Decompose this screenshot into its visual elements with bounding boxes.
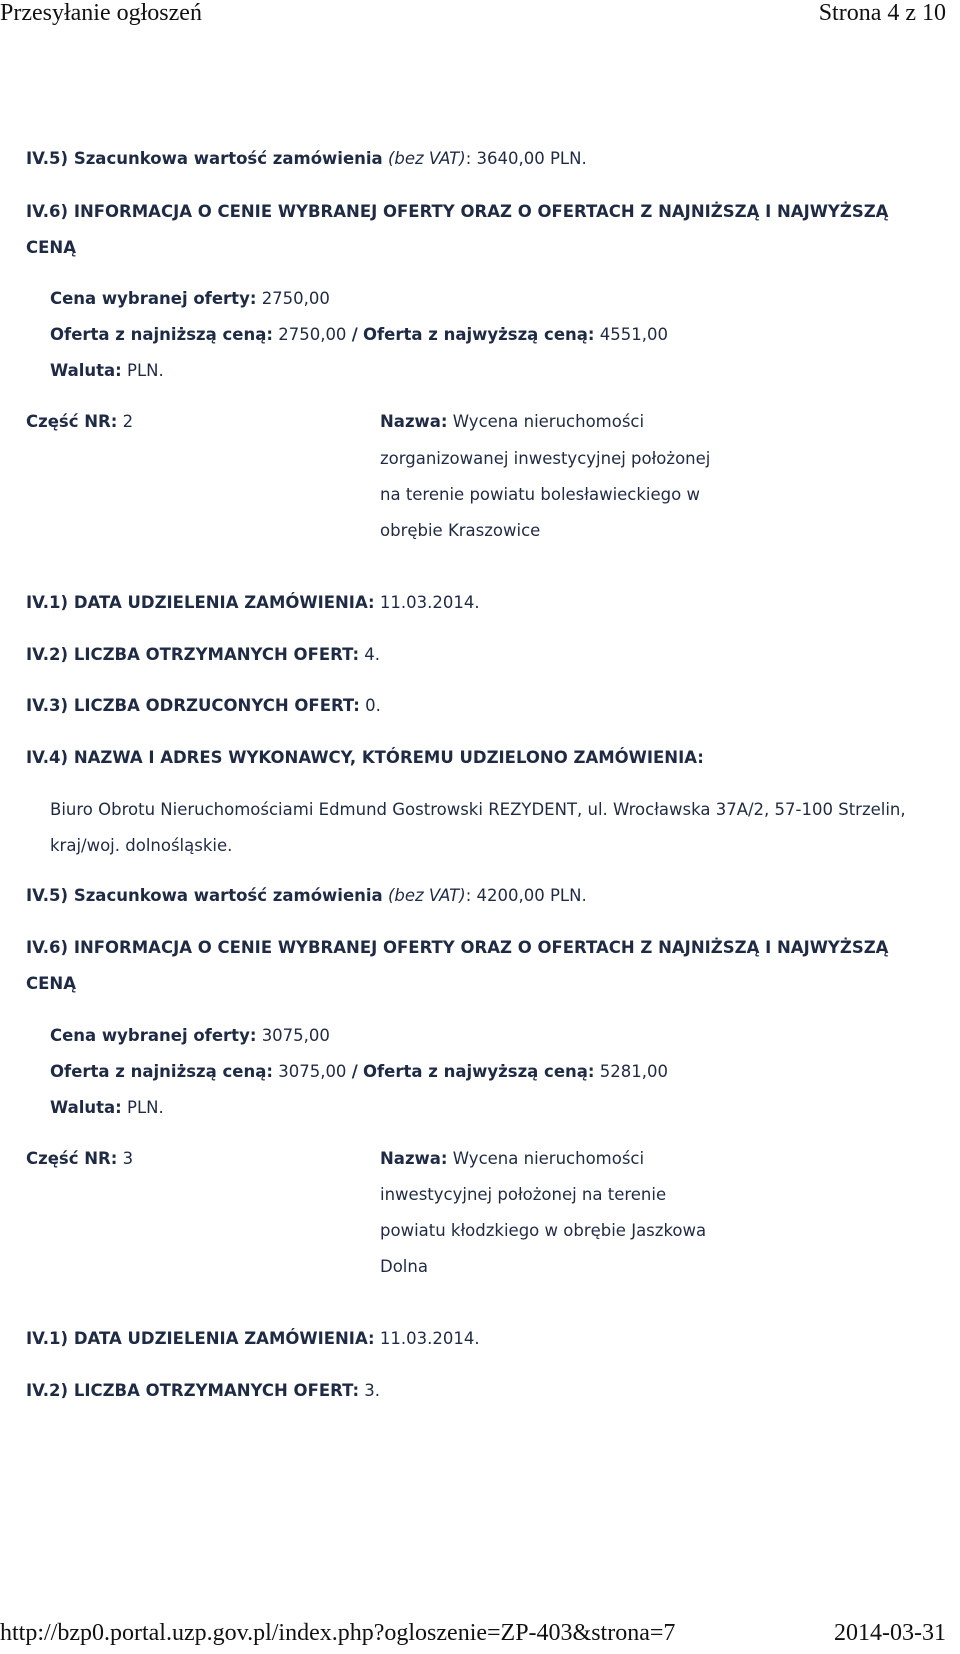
part-number: Część NR: 2 xyxy=(26,412,134,431)
part-name-line1: Nazwa: Wycena nieruchomości xyxy=(380,412,645,431)
page-header-page-number: Strona 4 z 10 xyxy=(818,0,946,26)
iv2-offers-received: IV.2) LICZBA OTRZYMANYCH OFERT: 4. xyxy=(26,645,381,664)
iv1-award-date: IV.1) DATA UDZIELENIA ZAMÓWIENIA: 11.03.2014. xyxy=(26,1329,480,1348)
part-name-line3: powiatu kłodzkiego w obrębie Jaszkowa xyxy=(380,1221,707,1240)
part-name-line4: Dolna xyxy=(380,1257,428,1276)
iv6-heading-line1: IV.6) INFORMACJA O CENIE WYBRANEJ OFERTY ORAZ O OFERTACH Z NAJNIŻSZĄ I NAJWYŻSZĄ xyxy=(26,202,889,221)
part-name-line2: inwestycyjnej położonej na terenie xyxy=(380,1185,667,1204)
footer-url: http://bzp0.portal.uzp.gov.pl/index.php?ogloszenie=ZP-403&strona=7 xyxy=(0,1620,676,1646)
selected-offer-price: Cena wybranej oferty: 3075,00 xyxy=(50,1026,330,1045)
lowest-highest-offer: Oferta z najniższą ceną: 3075,00 / Oferta z najwyższą ceną: 5281,00 xyxy=(50,1062,668,1081)
part-name-line2: zorganizowanej inwestycyjnej położonej xyxy=(380,449,711,468)
selected-offer-price: Cena wybranej oferty: 2750,00 xyxy=(50,289,330,308)
page-header-title: Przesyłanie ogłoszeń xyxy=(0,0,202,26)
iv5-estimated-value: IV.5) Szacunkowa wartość zamówienia (bez VAT): 4200,00 PLN. xyxy=(26,886,587,905)
iv6-heading-line2: CENĄ xyxy=(26,974,76,993)
footer-date: 2014-03-31 xyxy=(834,1620,946,1646)
contractor-line2: kraj/woj. dolnośląskie. xyxy=(50,836,233,855)
currency: Waluta: PLN. xyxy=(50,361,164,380)
iv6-heading-line2: CENĄ xyxy=(26,238,76,257)
part-name-line1: Nazwa: Wycena nieruchomości xyxy=(380,1149,645,1168)
currency: Waluta: PLN. xyxy=(50,1098,164,1117)
part-number: Część NR: 3 xyxy=(26,1149,134,1168)
iv4-contractor-heading: IV.4) NAZWA I ADRES WYKONAWCY, KTÓREMU UDZIELONO ZAMÓWIENIA: xyxy=(26,748,704,767)
lowest-highest-offer: Oferta z najniższą ceną: 2750,00 / Oferta z najwyższą ceną: 4551,00 xyxy=(50,325,668,344)
iv3-offers-rejected: IV.3) LICZBA ODRZUCONYCH OFERT: 0. xyxy=(26,696,381,715)
iv6-heading-line1: IV.6) INFORMACJA O CENIE WYBRANEJ OFERTY ORAZ O OFERTACH Z NAJNIŻSZĄ I NAJWYŻSZĄ xyxy=(26,938,889,957)
iv2-offers-received: IV.2) LICZBA OTRZYMANYCH OFERT: 3. xyxy=(26,1381,381,1400)
part-name-line4: obrębie Kraszowice xyxy=(380,521,541,540)
iv5-estimated-value: IV.5) Szacunkowa wartość zamówienia (bez VAT): 3640,00 PLN. xyxy=(26,149,587,168)
contractor-line1: Biuro Obrotu Nieruchomościami Edmund Gostrowski REZYDENT, ul. Wrocławska 37A/2, 57-100 Strzelin, xyxy=(50,800,906,819)
part-name-line3: na terenie powiatu bolesławieckiego w xyxy=(380,485,700,504)
iv1-award-date: IV.1) DATA UDZIELENIA ZAMÓWIENIA: 11.03.2014. xyxy=(26,593,480,612)
